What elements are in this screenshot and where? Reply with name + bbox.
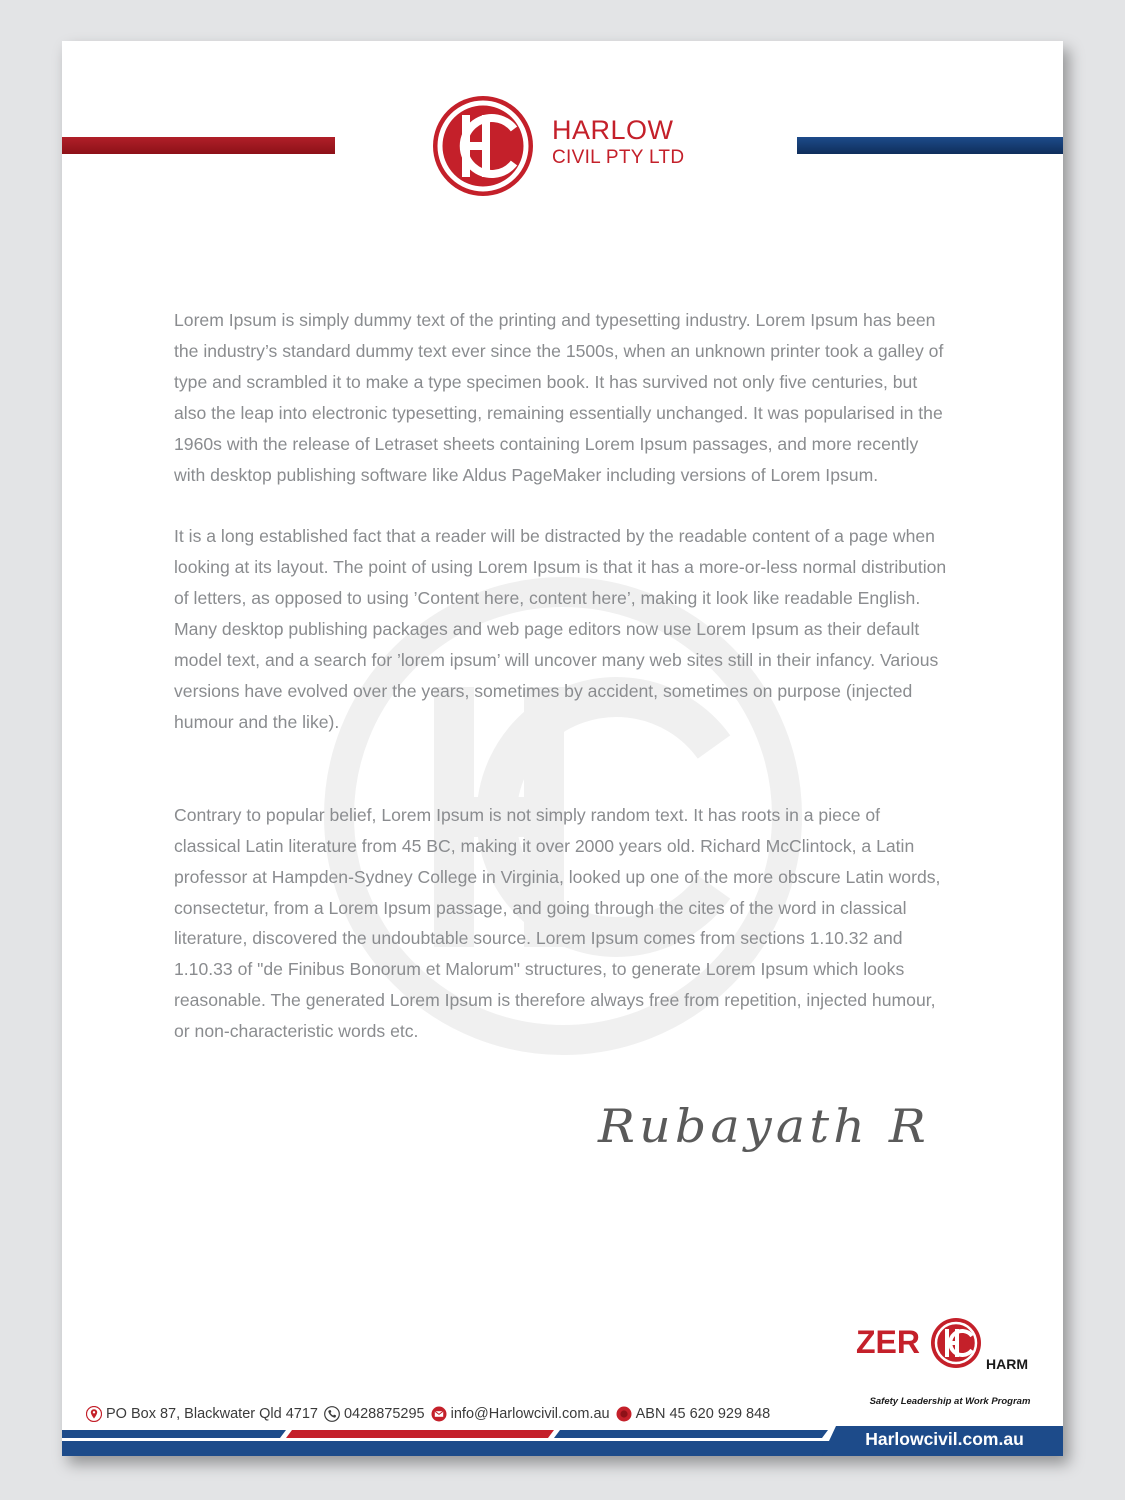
company-name: HARLOW <box>552 115 674 145</box>
footer-address: PO Box 87, Blackwater Qld 4717 <box>106 1406 318 1422</box>
letter-paragraph-2: It is a long established fact that a reader will be distracted by the readable content of a page when looking at its layout. The point of using Lorem Ipsum is that it has a more-or-less normal distribution of letters, as opposed to using ’Content here, content here’, making it look like readable English. Many desktop publishing packages and web page editors now use Lorem Ipsum as their default model text, and a search for ’lorem ipsum’ will uncover many web sites still in their infancy. Various versions have evolved over the years, sometimes by accident, sometimes on purpose (injected humour and the like). <box>174 526 947 732</box>
footer-email-item <box>431 1406 610 1422</box>
abn-dot-icon <box>616 1406 632 1422</box>
letter-paragraph-3: Contrary to popular belief, Lorem Ipsum is not simply random text. It has roots in a piece of classical Latin literature from 45 BC, making it over 2000 years old. Richard McClintock, a Latin professor at Hampden-Sydney College in Virginia, looked up one of the more obscure Latin words, consectetur, from a Lorem Ipsum passage, and going through the cites of the word in classical literature, discovered the undoubtable source. Lorem Ipsum comes from sections 1.10.32 and 1.10.33 of "de Finibus Bonorum et Malorum" structures, to generate Lorem Ipsum which looks reasonable. The generated Lorem Ipsum is therefore always free from repetition, injected humour, or non-characteristic words etc. <box>174 804 941 1042</box>
footer-abn-item <box>616 1406 771 1422</box>
header-red-bar <box>62 137 335 154</box>
signature-text: Rubayath R <box>596 1099 930 1153</box>
header-blue-bar <box>797 137 1063 154</box>
footer-phone: 0428875295 <box>343 1406 425 1422</box>
location-pin-icon <box>86 1406 102 1422</box>
footer-website-link[interactable]: Harlowcivil.com.au <box>865 1429 1024 1449</box>
footer-phone-item <box>324 1406 425 1422</box>
letter-paragraph-1: Lorem Ipsum is simply dummy text of the printing and typesetting industry. Lorem Ipsum has been the industry’s standard dummy text ever since the 1500s, when an unknown printer took a galley of type and scrambled it to make a type specimen book. It has survived not only five centuries, but also the leap into electronic typesetting, remaining essentially unchanged. It was popularised in the 1960s with the release of Letraset sheets containing Lorem Ipsum passages, and more recently with desktop publishing software like Aldus PageMaker including versions of Lorem Ipsum. <box>174 310 944 485</box>
footer-contacts <box>86 1403 776 1425</box>
phone-icon <box>324 1406 340 1422</box>
company-logo-emblem <box>430 93 536 199</box>
company-subtitle: CIVIL PTY LTD <box>552 147 685 168</box>
zero-harm-logo <box>856 1317 1046 1391</box>
zero-harm-tagline: Safety Leadership at Work Program <box>869 1396 1031 1407</box>
letterhead-page <box>62 41 1063 1456</box>
company-name-block <box>552 117 684 167</box>
zero-harm-suffix: HARM <box>986 1356 1028 1372</box>
zero-harm-prefix: ZER <box>856 1324 920 1360</box>
letter-body <box>174 305 950 1047</box>
email-icon <box>431 1406 447 1422</box>
signature <box>594 1094 938 1178</box>
footer-address-item <box>86 1406 318 1422</box>
footer-abn: ABN 45 620 929 848 <box>635 1406 771 1422</box>
footer-email: info@Harlowcivil.com.au <box>450 1406 610 1422</box>
